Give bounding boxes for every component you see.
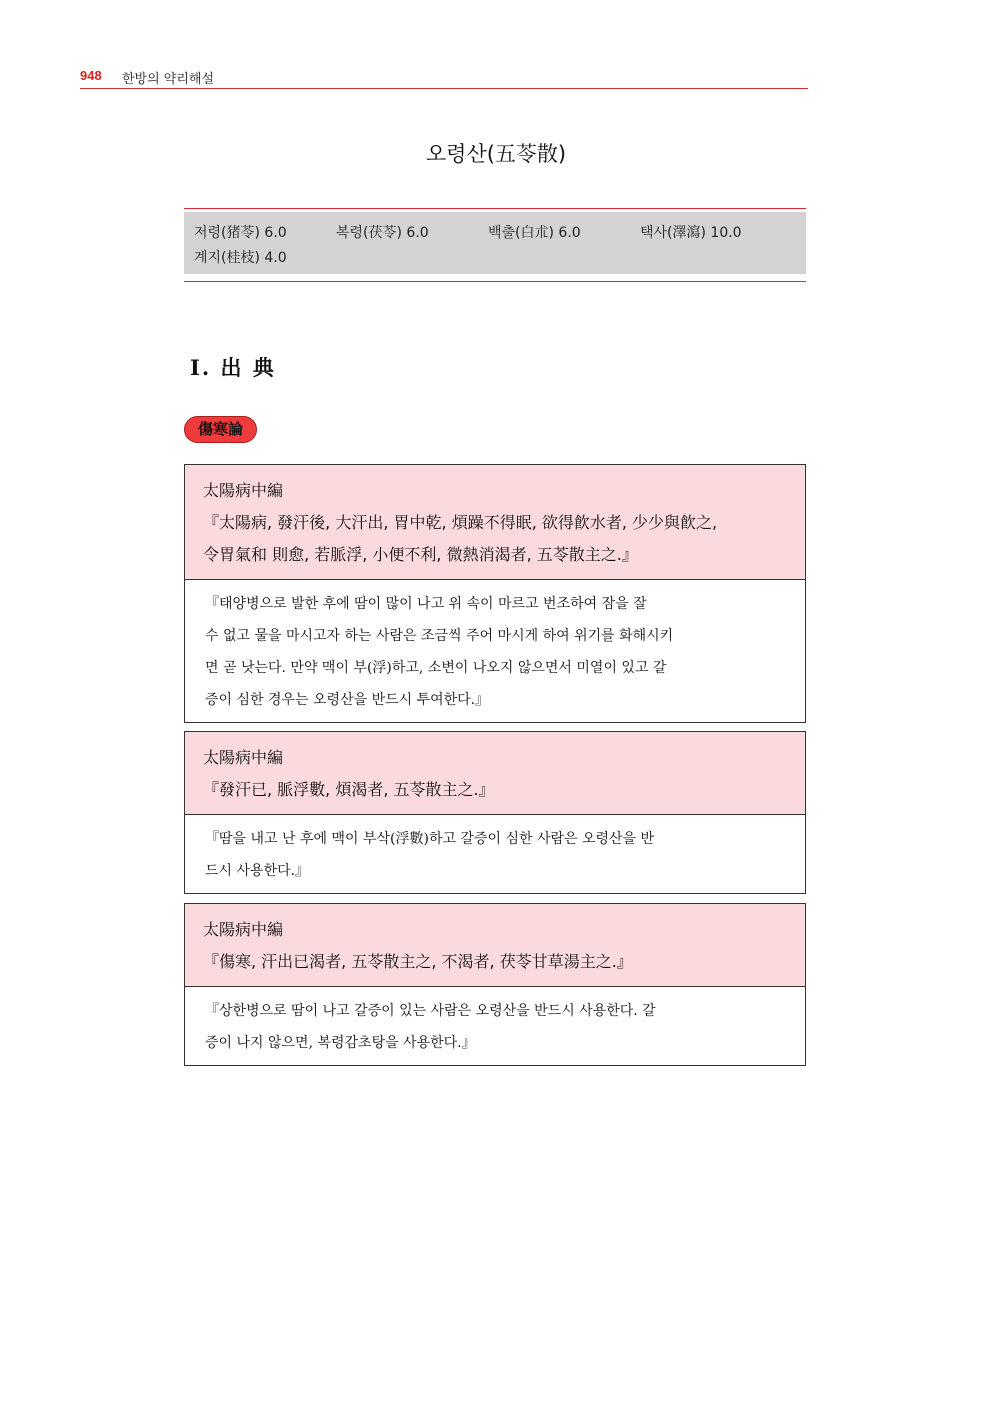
text-line: 太陽病中編 <box>203 748 284 767</box>
text-line: 증이 심한 경우는 오령산을 반드시 투여한다.』 <box>205 692 490 708</box>
herb-item: 계지(桂枝) 4.0 <box>194 250 287 266</box>
text-line: 『태양병으로 발한 후에 땀이 많이 나고 위 속이 마르고 번조하여 잠을 잘 <box>205 596 647 612</box>
translation-text <box>185 987 805 1065</box>
text-line: 『땀을 내고 난 후에 맥이 부삭(浮數)하고 갈증이 심한 사람은 오령산을 반 <box>205 831 655 847</box>
text-line: 太陽病中編 <box>203 481 284 500</box>
text-line: 면 곧 낫는다. 만약 맥이 부(浮)하고, 소변이 나오지 않으면서 미열이 있고 갈 <box>205 660 667 676</box>
text-line: 『太陽病, 發汗後, 大汗出, 胃中乾, 煩躁不得眠, 欲得飮水者, 少少與飮之, <box>203 513 718 532</box>
section-heading: Ⅰ. 出 典 <box>190 355 276 380</box>
citation-block <box>184 731 806 894</box>
herb-item: 백출(白朮) 6.0 <box>488 225 581 241</box>
herb-item: 저령(猪苓) 6.0 <box>194 225 287 241</box>
original-text <box>185 732 805 815</box>
herb-list <box>184 208 806 282</box>
original-text <box>185 904 805 987</box>
text-line: 太陽病中編 <box>203 920 284 939</box>
book-title: 한방의 약리해설 <box>122 72 215 87</box>
citation-block <box>184 903 806 1066</box>
text-line: 드시 사용한다.』 <box>205 863 310 879</box>
translation-text <box>185 580 805 722</box>
herb-item: 복령(茯苓) 6.0 <box>336 225 429 241</box>
text-line: 『상한병으로 땀이 나고 갈증이 있는 사람은 오령산을 반드시 사용한다. 갈 <box>205 1003 656 1019</box>
prescription-title: 오령산(五苓散) <box>425 142 567 166</box>
source-badge: 傷寒論 <box>184 416 257 443</box>
text-line: 令胃氣和 則愈, 若脈浮, 小便不利, 微熱消渴者, 五苓散主之.』 <box>203 545 638 564</box>
page-header <box>80 66 808 89</box>
translation-text <box>185 815 805 893</box>
text-line: 증이 나지 않으면, 복령감초탕을 사용한다.』 <box>205 1035 476 1051</box>
text-line: 수 없고 물을 마시고자 하는 사람은 조금씩 주어 마시게 하여 위기를 화해시키 <box>205 628 674 644</box>
citation-block <box>184 464 806 723</box>
original-text <box>185 465 805 580</box>
text-line: 『傷寒, 汗出已渴者, 五苓散主之, 不渴者, 茯苓甘草湯主之.』 <box>203 952 633 971</box>
text-line: 『發汗已, 脈浮數, 煩渴者, 五苓散主之.』 <box>203 780 495 799</box>
herb-item: 택사(澤瀉) 10.0 <box>640 225 742 241</box>
page-number: 948 <box>80 68 102 83</box>
